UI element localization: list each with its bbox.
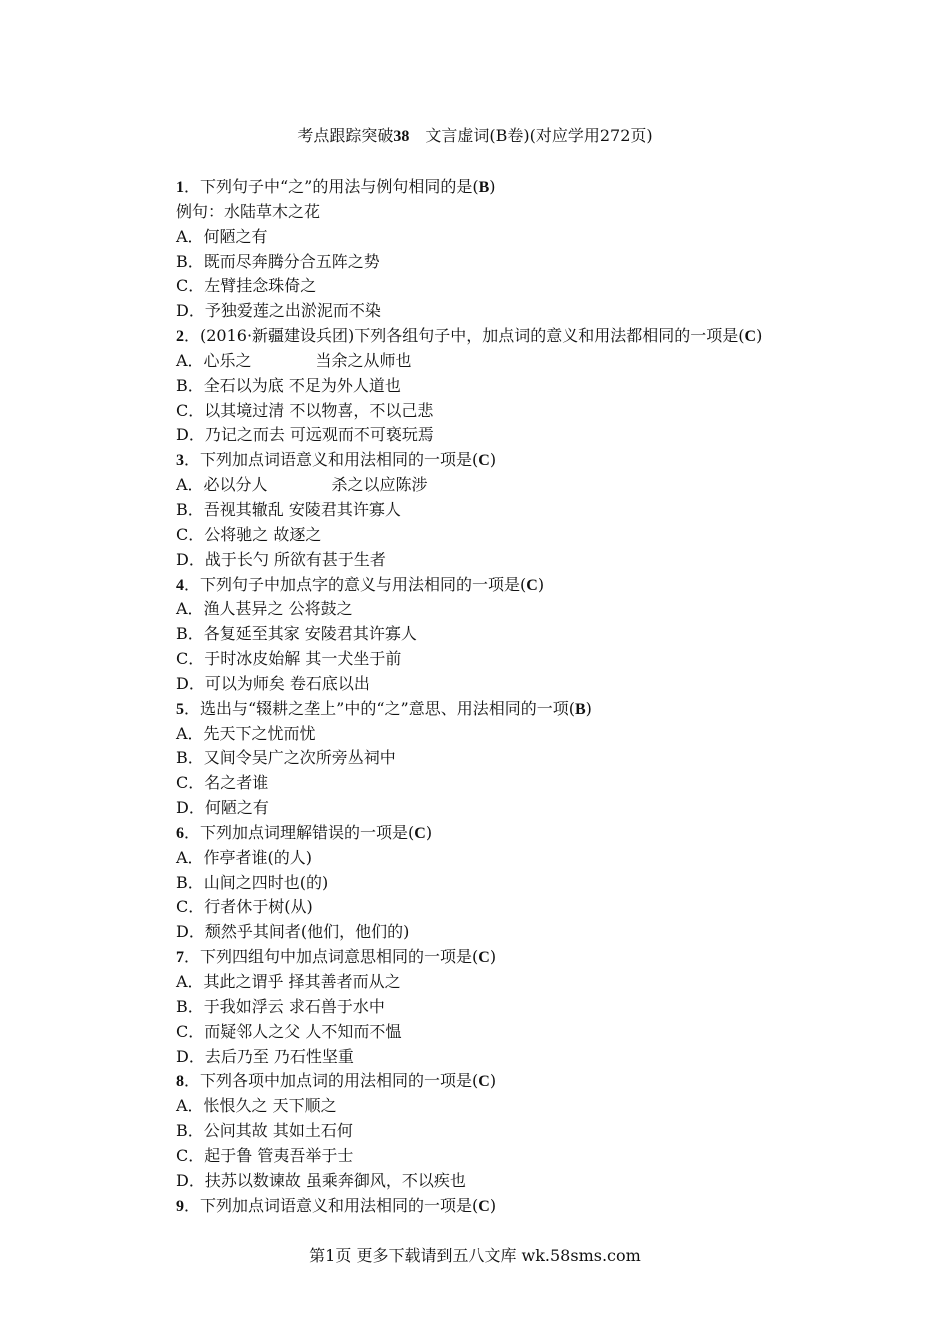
answer-close: ) <box>756 326 763 346</box>
question-number: 7 <box>176 949 184 967</box>
answer-close: ) <box>489 177 496 196</box>
text-line: D．扶苏以数谏故 虽乘奔御风，不以疾也 <box>176 1170 466 1190</box>
question-number: 6 <box>176 824 184 842</box>
answer-close: ) <box>585 698 592 718</box>
text-line: A．先天下之忧而忧 <box>176 723 316 743</box>
text-line: C．名之者谁 <box>176 773 269 793</box>
question-text: ．下列各项中加点词的用法相同的一项是( <box>184 1071 479 1091</box>
text-line: A．其此之谓乎 择其善者而从之 <box>176 972 401 991</box>
title-after: 文言虚词(B卷)(对应学用272页) <box>409 126 653 145</box>
answer-close: ) <box>489 1195 497 1215</box>
answer-close: ) <box>489 450 497 470</box>
text-line: C．于时冰皮始解 其一犬坐于前 <box>176 649 402 669</box>
question-stem <box>176 448 876 473</box>
title-number: 38 <box>393 128 410 145</box>
answer-close: ) <box>425 822 433 842</box>
question-list <box>176 175 876 1218</box>
text-line: C．左臂挂念珠倚之 <box>176 276 317 296</box>
answer-letter: C <box>478 452 490 470</box>
text-line: B．于我如浮云 求石兽于水中 <box>176 996 385 1016</box>
text-line: B．公问其故 其如土石何 <box>176 1121 353 1141</box>
text-line: B．全石以为底 不足为外人道也 <box>176 375 401 395</box>
answer-letter: C <box>744 328 757 346</box>
question-text: ．下列加点词语意义和用法相同的一项是( <box>184 450 479 470</box>
question-number: 1 <box>176 179 184 196</box>
question-number: 4 <box>176 576 184 594</box>
answer-close: ) <box>489 1071 497 1091</box>
answer-close: ) <box>537 574 545 594</box>
question-stem <box>176 1069 876 1094</box>
text-line: D．何陋之有 <box>176 798 269 818</box>
question-number: 5 <box>176 700 184 718</box>
text-line: B．既而尽奔腾分合五阵之势 <box>176 251 380 271</box>
page-title <box>0 124 950 149</box>
question-stem <box>176 1194 876 1219</box>
question-number: 9 <box>176 1197 184 1215</box>
text-line: D．可以为师矣 卷石底以出 <box>176 673 370 693</box>
text-line: C．起于鲁 管夷吾举于士 <box>176 1145 354 1165</box>
text-line: A．渔人甚异之 公将鼓之 <box>176 599 353 619</box>
text-line: A．何陋之有 <box>176 226 268 246</box>
answer-letter: B <box>478 179 490 196</box>
text-line: D．颓然乎其间者(他们，他们的) <box>176 922 410 942</box>
answer-letter: B <box>574 700 586 718</box>
question-stem <box>176 175 876 200</box>
question-text: ．(2016·新疆建设兵团)下列各组句子中，加点词的意义和用法都相同的一项是( <box>184 326 745 346</box>
text-line: B．又间令吴广之次所旁丛祠中 <box>176 748 396 768</box>
question-text: ．选出与“辍耕之垄上”中的“之”意思、用法相同的一项( <box>184 698 575 718</box>
answer-letter: C <box>478 1073 490 1091</box>
text-line: C．行者休于树(从) <box>176 897 313 917</box>
question-stem <box>176 945 876 970</box>
text-line: B．山间之四时也(的) <box>176 872 329 892</box>
text-line: A．心乐之 当余之从师也 <box>176 350 412 370</box>
answer-close: ) <box>489 947 497 967</box>
text-line: C．公将驰之 故逐之 <box>176 524 322 544</box>
question-number: 3 <box>176 452 184 470</box>
text-line: 例句：水陆草木之花 <box>176 201 321 221</box>
question-stem <box>176 697 876 722</box>
answer-letter: C <box>526 576 538 594</box>
question-number: 8 <box>176 1073 184 1091</box>
text-line: B．各复延至其家 安陵君其许寡人 <box>176 624 417 644</box>
text-line: A．怅恨久之 天下顺之 <box>176 1096 337 1116</box>
question-stem <box>176 821 876 846</box>
question-text: ．下列四组句中加点词意思相同的一项是( <box>184 947 479 967</box>
text-line: D．战于长勺 所欲有甚于生者 <box>176 549 386 569</box>
question-number: 2 <box>176 328 184 346</box>
question-text: ．下列加点词语意义和用法相同的一项是( <box>184 1195 479 1215</box>
answer-letter: C <box>478 1197 490 1215</box>
text-line: A．作亭者谁(的人) <box>176 847 313 867</box>
text-line: B．吾视其辙乱 安陵君其许寡人 <box>176 499 401 519</box>
question-stem <box>176 573 876 598</box>
text-line: D．乃记之而去 可远观而不可亵玩焉 <box>176 425 434 445</box>
question-text: ．下列句子中加点字的意义与用法相同的一项是( <box>184 574 527 594</box>
text-line: D．去后乃至 乃石性坚重 <box>176 1046 354 1066</box>
answer-letter: C <box>414 824 426 842</box>
text-line: A．必以分人 杀之以应陈涉 <box>176 475 428 495</box>
question-stem <box>176 324 876 349</box>
text-line: C．以其境过清 不以物喜，不以己悲 <box>176 400 434 420</box>
text-line: C．而疑邻人之父 人不知而不愠 <box>176 1021 402 1041</box>
question-text: ．下列句子中“之”的用法与例句相同的是( <box>184 177 479 196</box>
text-line: D．予独爱莲之出淤泥而不染 <box>176 301 381 321</box>
answer-letter: C <box>478 949 490 967</box>
question-text: ．下列加点词理解错误的一项是( <box>184 822 415 842</box>
page-footer: 第1页 更多下载请到五八文库 wk.58sms.com <box>309 1246 641 1265</box>
title-before: 考点跟踪突破 <box>297 126 394 145</box>
